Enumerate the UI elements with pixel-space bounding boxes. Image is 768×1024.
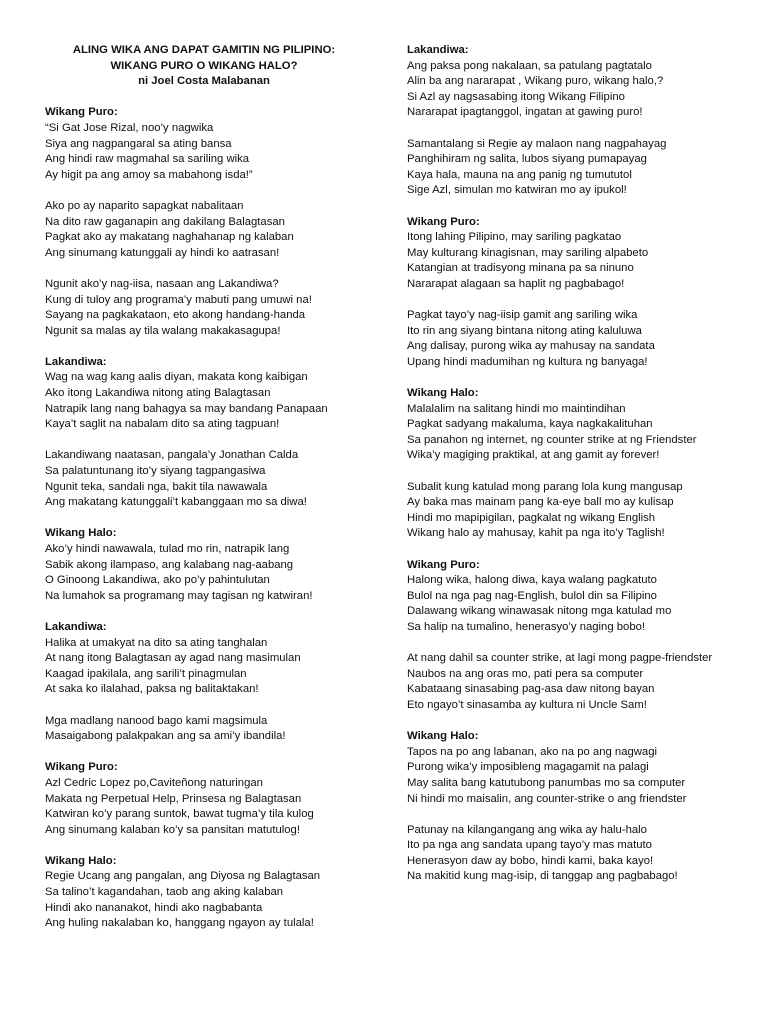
verse-line: Masaigabong palakpakan ang sa ami’y ibandila! <box>45 730 286 743</box>
verse-line: May kulturang kinagisnan, may sariling alpabeto <box>407 246 649 259</box>
verse-line: Halika at umakyat na dito sa ating tanghalan <box>45 636 268 649</box>
verse-line: Ako itong Lakandiwa nitong ating Balagtasan <box>45 387 271 400</box>
stanza <box>45 277 385 339</box>
verse-line: Kung di tuloy ang programa’y mabuti pang umuwi na! <box>45 293 312 306</box>
verse-line: Eto ngayo’t sinasamba ay kultura ni Uncle Sam! <box>407 698 647 711</box>
verse-line: Natrapik lang nang bahagya sa may bandang Panapaan <box>45 402 328 415</box>
verse-line: Ang sinumang kalaban ko’y sa pansitan matutulog! <box>45 823 300 836</box>
verse-line: O Ginoong Lakandiwa, ako po’y pahintulutan <box>45 574 270 587</box>
stanza <box>407 43 747 121</box>
stanza <box>45 199 385 261</box>
verse-line: May salita bang katutubong panumbas mo sa computer <box>407 776 686 789</box>
verse-line: “Si Gat Jose Rizal, noo’y nagwika <box>45 121 214 134</box>
verse-line: Ni hindi mo maisalin, ang counter-strike o ang friendster <box>407 792 687 805</box>
speaker-label: Wikang Puro: <box>45 106 118 119</box>
verse-line: Wag na wag kang aalis diyan, makata kong kaibigan <box>45 371 308 384</box>
stanza <box>407 823 747 885</box>
verse-line: Ako po ay naparito sapagkat nabalitaan <box>45 199 244 212</box>
verse-line: Na lumahok sa programang may tagisan ng katwiran! <box>45 589 313 602</box>
verse-line: Kabataang sinasabing pag-asa daw nitong bayan <box>407 683 655 696</box>
stanza <box>407 308 747 370</box>
verse-line: Purong wika’y imposibleng magagamit na palagi <box>407 761 649 774</box>
stanza <box>407 215 747 293</box>
verse-line: Makata ng Perpetual Help, Prinsesa ng Balagtasan <box>45 792 302 805</box>
left-column <box>45 43 385 932</box>
stanza <box>45 526 385 604</box>
verse-line: Sa palatuntunang ito’y siyang tagpangasiwa <box>45 465 266 478</box>
speaker-label: Lakandiwa: <box>45 620 107 633</box>
verse-line: Upang hindi madumihan ng kultura ng banyaga! <box>407 355 648 368</box>
verse-line: Panghihiram ng salita, lubos siyang pumapayag <box>407 153 647 166</box>
speaker-label: Lakandiwa: <box>45 355 107 368</box>
speaker-label: Wikang Puro: <box>45 761 118 774</box>
verse-line: Ang makatang katunggali’t kabanggaan mo sa diwa! <box>45 496 307 509</box>
verse-line: Henerasyon daw ay bobo, hindi kami, baka kayo! <box>407 854 654 867</box>
verse-line: Halong wika, halong diwa, kaya walang pagkatuto <box>407 574 657 587</box>
stanza <box>407 137 747 199</box>
verse-line: Alin ba ang nararapat , Wikang puro, wikang halo,? <box>407 75 664 88</box>
verse-line: Itong lahing Pilipino, may sariling pagkatao <box>407 231 622 244</box>
title-line-1: ALING WIKA ANG DAPAT GAMITIN NG PILIPINO: <box>72 44 336 56</box>
verse-line: Kaya’t saglit na nabalam dito sa ating tagpuan! <box>45 418 280 431</box>
stanza <box>407 558 747 636</box>
verse-line: Sayang na pagkakataon, eto akong handang-handa <box>45 309 306 322</box>
verse-line: Nararapat alagaan sa haplit ng pagbabago! <box>407 277 625 290</box>
verse-line: Ngunit teka, sandali nga, bakit tila nawawala <box>45 480 268 493</box>
stanza <box>45 854 385 932</box>
verse-line: Na makitid kung mag-isip, di tanggap ang pagbabago! <box>407 870 678 883</box>
verse-line: Ang hindi raw magmahal sa sariling wika <box>45 153 250 166</box>
verse-line: Ay higit pa ang amoy sa mabahong isda!” <box>45 168 253 181</box>
verse-line: At nang dahil sa counter strike, at lagi mong pagpe-friendster <box>407 652 713 665</box>
verse-line: Pagkat ako ay makatang naghahanap ng kalaban <box>45 231 294 244</box>
stanza <box>407 386 747 464</box>
stanza <box>407 480 747 542</box>
verse-line: At nang itong Balagtasan ay agad nang masimulan <box>45 652 301 665</box>
verse-line: Katangian at tradisyong minana pa sa ninuno <box>407 262 634 275</box>
verse-line: Patunay na kilangangang ang wika ay halu-halo <box>407 823 647 836</box>
title-block <box>45 43 363 90</box>
verse-line: Wika’y magiging praktikal, at ang gamit ay forever! <box>407 449 660 462</box>
verse-line: Ito pa nga ang sandata upang tayo’y mas matuto <box>407 839 652 852</box>
speaker-label: Lakandiwa: <box>407 44 469 56</box>
verse-line: Pagkat tayo’y nag-iisip gamit ang sariling wika <box>407 309 638 322</box>
right-column <box>407 43 747 885</box>
verse-line: Sa talino’t kagandahan, taob ang aking kalaban <box>45 886 284 899</box>
verse-line: Ang huling nakalaban ko, hanggang ngayon ay tulala! <box>45 917 314 930</box>
verse-line: Bulol na nga pag nag-English, bulol din sa Filipino <box>407 589 657 602</box>
verse-line: Nararapat ipagtanggol, ingatan at gawing puro! <box>407 106 643 119</box>
speaker-label: Wikang Puro: <box>407 215 480 228</box>
verse-line: Si Azl ay nagsasabing itong Wikang Filipino <box>407 90 625 103</box>
verse-line: Sabik akong ilampaso, ang kalabang nag-aabang <box>45 558 294 571</box>
verse-line: Sa halip na tumalino, henerasyo’y naging bobo! <box>407 620 646 633</box>
verse-line: Lakandiwang naatasan, pangala’y Jonathan Calda <box>45 449 299 462</box>
stanza <box>45 620 385 698</box>
verse-line: Ang paksa pong nakalaan, sa patulang pagtatalo <box>407 59 652 72</box>
right-stanzas <box>407 43 747 885</box>
verse-line: Hindi ako nananakot, hindi ako nagbabanta <box>45 901 263 914</box>
verse-line: Ako’y hindi nawawala, tulad mo rin, natrapik lang <box>45 543 290 555</box>
verse-line: Siya ang nagpangaral sa ating bansa <box>45 137 232 150</box>
verse-line: Pagkat sadyang makaluma, kaya nagkakalituhan <box>407 418 653 431</box>
stanza <box>45 714 385 745</box>
verse-line: At saka ko ilalahad, paksa ng balitaktakan! <box>45 683 259 696</box>
verse-line: Kaya hala, mauna na ang panig ng tumututol <box>407 168 632 181</box>
verse-line: Subalit kung katulad mong parang lola kung mangusap <box>407 480 683 493</box>
stanza <box>45 760 385 838</box>
verse-line: Regie Ucang ang pangalan, ang Diyosa ng Balagtasan <box>45 870 321 883</box>
verse-line: Hindi mo mapipigilan, pagkalat ng wikang English <box>407 511 656 524</box>
stanza <box>407 729 747 807</box>
verse-line: Katwiran ko’y parang suntok, bawat tugma’y tila kulog <box>45 808 314 821</box>
stanza <box>45 105 385 183</box>
verse-line: Naubos na ang oras mo, pati pera sa computer <box>407 667 644 680</box>
verse-line: Sa panahon ng internet, ng counter strike at ng Friendster <box>407 433 697 446</box>
title-line-2: WIKANG PURO O WIKANG HALO? <box>110 59 298 72</box>
speaker-label: Wikang Halo: <box>45 854 117 867</box>
verse-line: Samantalang si Regie ay malaon nang nagpahayag <box>407 137 667 150</box>
verse-line: Ang sinumang katunggali ay hindi ko aatrasan! <box>45 246 280 259</box>
left-stanzas <box>45 105 385 931</box>
verse-line: Ay baka mas mainam pang ka-eye ball mo ay kulisap <box>407 496 674 509</box>
verse-line: Tapos na po ang labanan, ako na po ang nagwagi <box>407 745 657 758</box>
verse-line: Dalawang wikang winawasak nitong mga katulad mo <box>407 605 672 618</box>
speaker-label: Wikang Puro: <box>407 558 480 571</box>
verse-line: Malalalim na salitang hindi mo maintindihan <box>407 402 626 415</box>
verse-line: Azl Cedric Lopez po,Caviteñong naturingan <box>45 776 263 789</box>
stanza <box>45 448 385 510</box>
stanza <box>45 355 385 433</box>
speaker-label: Wikang Halo: <box>407 387 479 400</box>
speaker-label: Wikang Halo: <box>45 527 117 540</box>
stanza <box>407 651 747 713</box>
verse-line: Wikang halo ay mahusay, kahit pa nga ito’y Taglish! <box>407 527 665 540</box>
verse-line: Mga madlang nanood bago kami magsimula <box>45 714 268 727</box>
verse-line: Ngunit sa malas ay tila walang makakasagupa! <box>45 324 281 337</box>
verse-line: Na dito raw gaganapin ang dakilang Balagtasan <box>45 215 285 228</box>
verse-line: Sige Azl, simulan mo katwiran mo ay ipukol! <box>407 184 627 197</box>
verse-line: Ngunit ako’y nag-iisa, nasaan ang Lakandiwa? <box>45 277 279 290</box>
verse-line: Ang dalisay, purong wika ay mahusay na sandata <box>407 340 655 353</box>
verse-line: Kaagad ipakilala, ang sarili’t pinagmulan <box>45 667 247 680</box>
verse-line: Ito rin ang siyang bintana nitong ating kaluluwa <box>407 324 642 337</box>
author-line: ni Joel Costa Malabanan <box>138 75 270 88</box>
speaker-label: Wikang Halo: <box>407 730 479 743</box>
